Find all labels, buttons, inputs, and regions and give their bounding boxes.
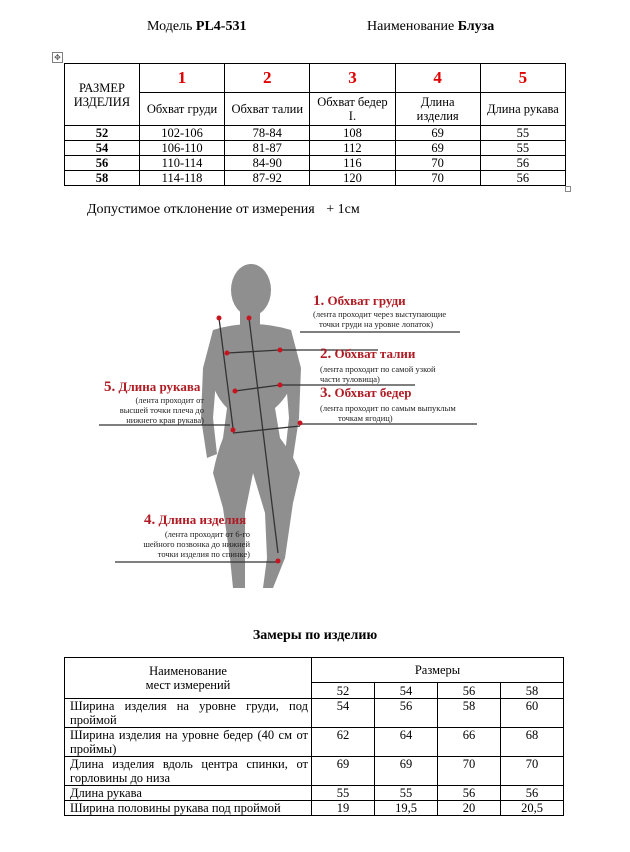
- col-header: Обхват талии: [225, 93, 310, 126]
- value-cell: 102-106: [139, 126, 224, 141]
- value-cell: 55: [480, 126, 565, 141]
- chest-desc-2: точки груди на уровне лопаток): [319, 319, 434, 329]
- value-cell: 112: [310, 141, 395, 156]
- sleeve-title: Длина рукава: [118, 379, 201, 394]
- hips-title: Обхват бедер: [334, 385, 412, 400]
- table-move-handle-icon[interactable]: ✥: [52, 52, 63, 63]
- row-name: Ширина изделия на уровне груди, под проймой: [65, 699, 312, 728]
- row-value: 54: [312, 699, 375, 728]
- waist-label: [320, 346, 415, 363]
- place-header: [65, 658, 312, 699]
- row-value: 68: [501, 728, 564, 757]
- length-num: 4.: [144, 512, 156, 528]
- place-header-line-2: мест измерений: [145, 678, 231, 692]
- corner-line-2: ИЗДЕЛИЯ: [73, 94, 131, 109]
- table-row: [65, 126, 566, 141]
- chest-desc: [313, 309, 446, 329]
- sleeve-num: 5.: [104, 379, 116, 395]
- name-line: [367, 19, 494, 35]
- table-row: [65, 141, 566, 156]
- row-value: 66: [438, 728, 501, 757]
- col-header: Длина изделия: [395, 93, 480, 126]
- table-row: [65, 699, 564, 728]
- col-header: Обхват бедер I.: [310, 93, 395, 126]
- size-col: 52: [312, 683, 375, 699]
- row-value: 69: [375, 757, 438, 786]
- value-cell: 70: [395, 156, 480, 171]
- waist-num: 2.: [320, 346, 332, 362]
- size-cell: 54: [65, 141, 140, 156]
- row-name: Длина изделия вдоль центра спинки, от горловины до низа: [65, 757, 312, 786]
- row-name: Ширина изделия на уровне бедер (40 см от проймы): [65, 728, 312, 757]
- sleeve-desc-3: нижнего края рукава): [126, 415, 204, 425]
- hips-label: [320, 385, 411, 402]
- table-row: [65, 786, 564, 801]
- model-line: [147, 19, 246, 35]
- sizes-header: Размеры: [312, 658, 564, 683]
- tolerance-value: + 1см: [326, 202, 360, 217]
- value-cell: 87-92: [225, 171, 310, 186]
- table-resize-handle[interactable]: [565, 186, 571, 192]
- value-cell: 114-118: [139, 171, 224, 186]
- row-value: 58: [438, 699, 501, 728]
- length-label: [144, 512, 246, 529]
- col-number: 3: [310, 64, 395, 93]
- value-cell: 56: [480, 171, 565, 186]
- chest-desc-1: (лента проходит через выступающие: [313, 309, 447, 319]
- size-col: 54: [375, 683, 438, 699]
- size-cell: 58: [65, 171, 140, 186]
- name-value: Блуза: [457, 19, 495, 34]
- waist-desc: [320, 364, 436, 384]
- size-table: [64, 63, 566, 186]
- row-value: 60: [501, 699, 564, 728]
- corner-line-1: РАЗМЕР: [78, 80, 125, 95]
- size-col: 58: [501, 683, 564, 699]
- sleeve-desc-1: (лента проходит от: [135, 395, 204, 405]
- size-cell: 56: [65, 156, 140, 171]
- row-value: 64: [375, 728, 438, 757]
- col-number: 2: [225, 64, 310, 93]
- value-cell: 81-87: [225, 141, 310, 156]
- size-col: 56: [438, 683, 501, 699]
- value-cell: 84-90: [225, 156, 310, 171]
- size-corner-header: [65, 64, 140, 126]
- length-desc-1: (лента проходит от 6-го: [164, 529, 250, 539]
- row-value: 55: [312, 786, 375, 801]
- model-value: PL4-531: [195, 19, 247, 34]
- name-label: Наименование: [367, 19, 455, 34]
- col-number: 5: [480, 64, 565, 93]
- hips-desc-2: точкам ягодиц): [338, 413, 393, 423]
- waist-desc-1: (лента проходит по самой узкой: [320, 364, 436, 374]
- length-desc: [120, 529, 250, 559]
- value-cell: 55: [480, 141, 565, 156]
- value-cell: 70: [395, 171, 480, 186]
- table-row: [65, 156, 566, 171]
- value-cell: 108: [310, 126, 395, 141]
- row-name: Ширина половины рукава под проймой: [65, 801, 312, 816]
- model-label: Модель: [147, 19, 193, 34]
- waist-desc-2: части туловища): [320, 374, 380, 384]
- value-cell: 56: [480, 156, 565, 171]
- row-value: 56: [438, 786, 501, 801]
- product-table: [64, 657, 564, 816]
- col-header: Длина рукава: [480, 93, 565, 126]
- sleeve-desc-2: высшей точки плеча до: [119, 405, 204, 415]
- row-value: 20,5: [501, 801, 564, 816]
- value-cell: 78-84: [225, 126, 310, 141]
- value-cell: 106-110: [139, 141, 224, 156]
- row-value: 69: [312, 757, 375, 786]
- row-value: 70: [501, 757, 564, 786]
- row-value: 70: [438, 757, 501, 786]
- row-value: 20: [438, 801, 501, 816]
- place-header-line-1: Наименование: [149, 664, 227, 678]
- size-cell: 52: [65, 126, 140, 141]
- value-cell: 116: [310, 156, 395, 171]
- row-value: 56: [501, 786, 564, 801]
- table-row: [65, 728, 564, 757]
- col-number: 4: [395, 64, 480, 93]
- row-name: Длина рукава: [65, 786, 312, 801]
- col-header: Обхват груди: [139, 93, 224, 126]
- length-desc-2: шейного позвонка до нижней: [143, 539, 250, 549]
- table-row: [65, 171, 566, 186]
- length-desc-3: точки изделия по спинке): [157, 549, 250, 559]
- hips-num: 3.: [320, 385, 332, 401]
- waist-title: Обхват талии: [334, 346, 416, 361]
- value-cell: 69: [395, 141, 480, 156]
- length-title: Длина изделия: [158, 512, 247, 527]
- value-cell: 69: [395, 126, 480, 141]
- sleeve-label: [104, 379, 200, 396]
- value-cell: 120: [310, 171, 395, 186]
- row-value: 19,5: [375, 801, 438, 816]
- hips-desc-1: (лента проходит по самым выпуклым: [320, 403, 456, 413]
- table-row: [65, 757, 564, 786]
- row-value: 19: [312, 801, 375, 816]
- tolerance-note: [87, 202, 360, 218]
- chest-num: 1.: [313, 293, 325, 309]
- table-row: [65, 801, 564, 816]
- row-value: 62: [312, 728, 375, 757]
- chest-title: Обхват груди: [327, 293, 406, 308]
- row-value: 56: [375, 699, 438, 728]
- sleeve-desc: [104, 395, 204, 425]
- row-value: 55: [375, 786, 438, 801]
- product-table-title: Замеры по изделию: [252, 628, 378, 643]
- tolerance-text: Допустимое отклонение от измерения: [87, 202, 315, 217]
- col-number: 1: [139, 64, 224, 93]
- value-cell: 110-114: [139, 156, 224, 171]
- hips-desc: [320, 403, 456, 423]
- chest-label: [313, 293, 406, 310]
